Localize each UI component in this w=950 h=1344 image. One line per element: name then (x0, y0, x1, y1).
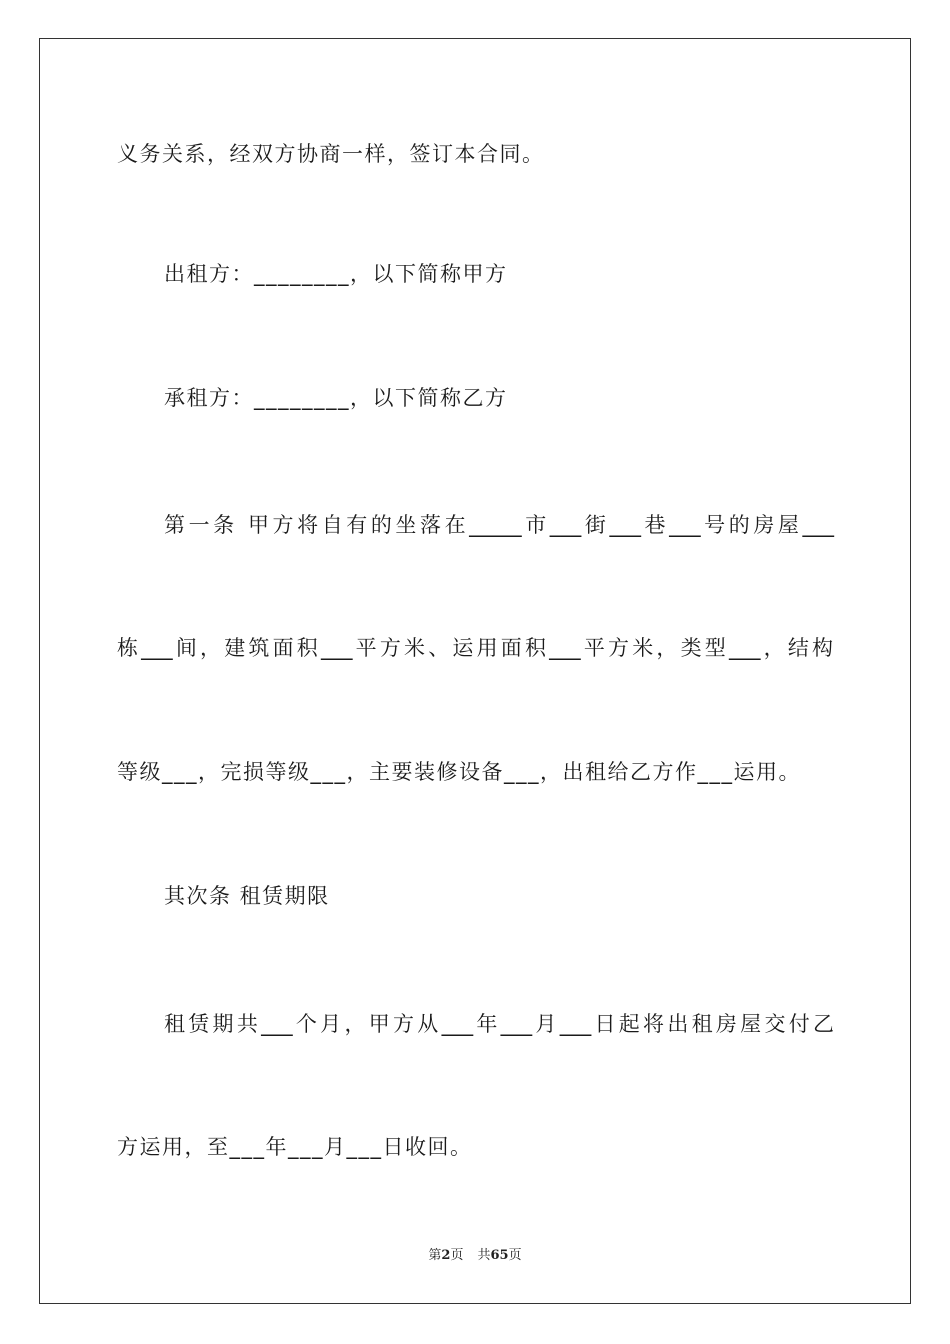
article-1-line-3: 等级___，完损等级___，主要装修设备___，出租给乙方作___运用。 (117, 760, 801, 784)
footer-total-prefix: 共 (477, 1248, 491, 1263)
article-2-heading: 其次条 租赁期限 (164, 884, 330, 908)
article-1-line-2: 栋___间，建筑面积___平方米、运用面积___平方米，类型___，结构 (117, 636, 833, 660)
page-footer (0, 1247, 950, 1265)
footer-total-suffix: 页 (508, 1248, 522, 1263)
article-1-line-1: 第一条 甲方将自有的坐落在_____市___街___巷___号的房屋___ (164, 513, 834, 537)
footer-page-number: 2 (441, 1248, 451, 1263)
lessee-line: 承租方：________，以下简称乙方 (164, 386, 508, 410)
footer-total-number: 65 (490, 1248, 509, 1263)
page-border (39, 38, 911, 1304)
lessor-line: 出租方：________，以下简称甲方 (164, 262, 508, 286)
article-2-line-2: 方运用，至___年___月___日收回。 (117, 1135, 473, 1159)
article-2-line-1: 租赁期共___个月，甲方从___年___月___日起将出租房屋交付乙 (164, 1012, 834, 1036)
footer-page-prefix: 第 (428, 1248, 442, 1263)
footer-page-suffix: 页 (450, 1248, 464, 1263)
text-line-1: 义务关系，经双方协商一样，签订本合同。 (117, 142, 545, 166)
